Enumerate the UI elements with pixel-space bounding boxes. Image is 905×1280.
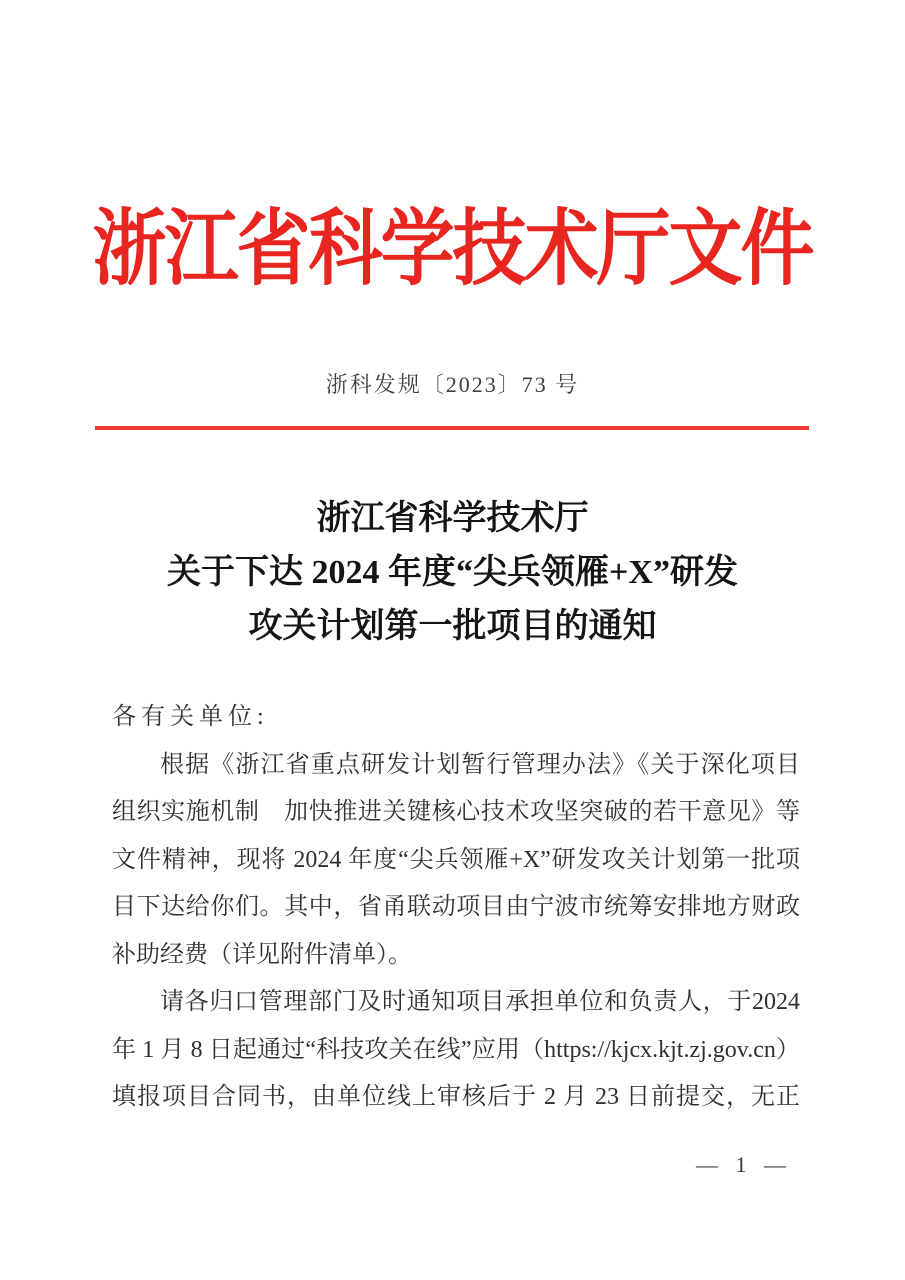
body-line: 请各归口管理部门及时通知项目承担单位和负责人，于2024: [160, 989, 800, 1015]
body-line: 组织实施机制 加快推进关键核心技术攻坚突破的若干意见》等: [112, 799, 800, 825]
body-line: 根据《浙江省重点研发计划暂行管理办法》《关于深化项目: [160, 751, 800, 778]
body-line: 补助经费（详见附件清单）。: [112, 941, 412, 968]
salutation: 各有关单位:: [112, 704, 269, 730]
document-title: [100, 492, 805, 654]
document-title-line-3: 攻关计划第一批项目的通知: [248, 608, 657, 645]
document-body: [112, 694, 800, 1122]
document-title-line-2: 关于下达 2024 年度“尖兵领雁+X”研发: [167, 554, 738, 591]
page-number: — 1 —: [696, 1152, 792, 1177]
document-title-line-1: 浙江省科学技术厅: [316, 500, 589, 537]
doc-number: 浙科发规〔2023〕73 号: [325, 372, 580, 397]
body-line: 目下达给你们。其中，省甬联动项目由宁波市统筹安排地方财政: [112, 894, 800, 920]
body-line: 年 1 月 8 日起通过“科技攻关在线”应用（https://kjcx.kjt.zj.gov.cn）: [112, 1036, 800, 1063]
letterhead-org-title-text: 浙江省科学技术厅文件: [92, 204, 813, 296]
body-line: 填报项目合同书，由单位线上审核后于 2 月 23 日前提交，无正: [112, 1084, 800, 1110]
body-paragraph-lines: [112, 742, 800, 1122]
body-line: 文件精神，现将 2024 年度“尖兵领雁+X”研发攻关计划第一批项: [112, 846, 800, 873]
red-divider-line: [95, 426, 809, 430]
letterhead-org-title: [0, 204, 905, 296]
